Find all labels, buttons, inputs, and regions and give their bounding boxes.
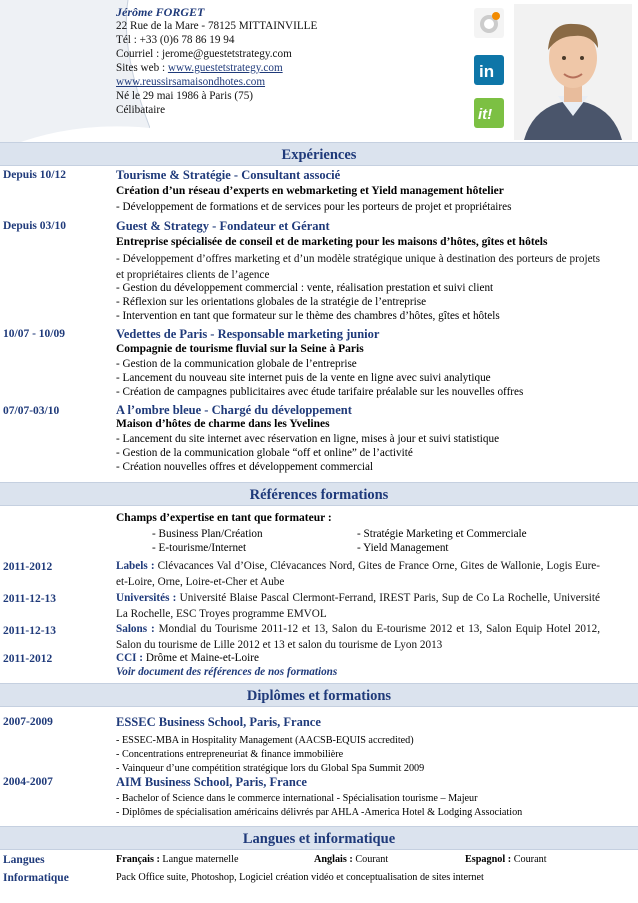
experience-line: - Développement d’offres marketing et d’un modèle stratégique unique à destination des porteurs de projets et propriétaires clients de l’agence	[116, 253, 600, 281]
references-section-title: Références formations	[249, 487, 389, 503]
experiences-section-band	[0, 142, 638, 166]
it-label: Informatique	[3, 872, 69, 884]
it-skills: Pack Office suite, Photoshop, Logiciel création vidéo et conceptualisation de sites internet	[116, 872, 484, 883]
experience-title: Tourisme & Stratégie - Consultant associé	[116, 168, 341, 182]
experience-date: Depuis 03/10	[3, 220, 66, 232]
language-name: Espagnol :	[465, 854, 514, 865]
language-name: Anglais :	[314, 854, 356, 865]
experience-date: 10/07 - 10/09	[3, 328, 65, 340]
reference-text	[116, 621, 600, 653]
experience-title: Vedettes de Paris - Responsable marketing junior	[116, 327, 380, 341]
experience-subtitle: Compagnie de tourisme fluvial sur la Seine à Paris	[116, 343, 364, 355]
expertise-item: - E-tourisme/Internet	[152, 542, 247, 554]
experience-line: - Gestion de la communication globale “off et online” de l’activité	[116, 447, 413, 459]
experience-title: A l’ombre bleue - Chargé du développement	[116, 403, 352, 417]
diploma-line: - Vainqueur d’une compétition stratégique lors du Global Spa Summit 2009	[116, 763, 425, 774]
experience-subtitle: Entreprise spécialisée de conseil et de marketing pour les maisons d’hôtes, gîtes et hôtels	[116, 236, 548, 248]
address: 22 Rue de la Mare - 78125 MITTAINVILLE	[116, 20, 318, 32]
language-item	[314, 854, 388, 865]
reference-date: 2011-2012	[3, 561, 53, 573]
experience-date: 07/07-03/10	[3, 405, 60, 417]
email: Courriel : jerome@guestetstrategy.com	[116, 48, 292, 60]
reference-date: 2011-2012	[3, 653, 53, 665]
reference-body: Université Blaise Pascal Clermont-Ferrand, IREST Paris, Sup de Co La Rochelle, Université La Rochelle, ESC Troyes programme EMVOL	[116, 592, 600, 620]
experience-date: Depuis 10/12	[3, 169, 66, 181]
reference-body: Mondial du Tourisme 2011-12 et 13, Salon du E-tourisme 2012 et 13, Salon Equip Hotel 2012, Salon du tourisme de Lille 2012 et 13 et salon du tourisme de Lyon 2013	[116, 623, 600, 651]
reference-label: Universités :	[116, 592, 180, 604]
reference-body: Drôme et Maine-et-Loire	[145, 652, 259, 664]
diplomas-section-title: Diplômes et formations	[246, 688, 392, 704]
diploma-line: - Concentrations entrepreneuriat & finance immobilière	[116, 749, 344, 760]
marital-status: Célibataire	[116, 104, 166, 116]
svg-text:in: in	[479, 62, 495, 81]
person-name: Jérôme FORGET	[116, 5, 205, 19]
experience-line: - Développement de formations et de services pour les porteurs de projet et propriétaires	[116, 201, 512, 213]
itcom-icon[interactable]	[474, 98, 504, 128]
diploma-line: - Diplômes de spécialisation américains délivrés par AHLA -America Hotel & Lodging Association	[116, 807, 523, 818]
language-item	[465, 854, 547, 865]
websites-label: Sites web :	[116, 62, 168, 74]
experience-subtitle: Création d’un réseau d’experts en webmarketing et Yield management hôtelier	[116, 185, 504, 197]
languages-label: Langues	[3, 854, 45, 866]
experience-line: - Lancement du site internet avec réservation en ligne, mises à jour et suivi statistique	[116, 433, 500, 445]
diploma-title: ESSEC Business School, Paris, France	[116, 715, 321, 729]
diploma-line: - Bachelor of Science dans le commerce international - Spécialisation tourisme – Majeur	[116, 793, 478, 804]
language-level: Courant	[513, 854, 547, 865]
reference-text	[116, 558, 600, 590]
experience-line: - Création de campagnes publicitaires avec étude tarifaire préalable sur les nouvelles offres	[116, 386, 524, 398]
references-document-link[interactable]: Voir document des références de nos formations	[116, 666, 338, 678]
linkedin-icon[interactable]	[474, 55, 504, 85]
languages-section-band	[0, 826, 638, 850]
diplomas-section-band	[0, 683, 638, 707]
experiences-section-title: Expériences	[281, 147, 357, 163]
reference-text	[116, 590, 600, 622]
website-link-1[interactable]: www.guestetstrategy.com	[167, 62, 283, 74]
expertise-item: - Business Plan/Création	[152, 528, 263, 540]
reference-date: 2011-12-13	[3, 625, 57, 637]
languages-section-title: Langues et informatique	[242, 831, 396, 847]
experience-subtitle: Maison d’hôtes de charme dans les Yvelines	[116, 418, 330, 430]
expertise-item: - Yield Management	[357, 542, 449, 554]
reference-body: Clévacances Val d’Oise, Clévacances Nord, Gites de France Orne, Gites de Wallonie, Logis Eure-et-Loire, Orne, Loire-et-Cher et Aube	[116, 560, 600, 588]
profile-photo	[514, 4, 632, 140]
experience-line: - Gestion du développement commercial : vente, réalisation prestation et suivi client	[116, 282, 494, 294]
language-name: Français :	[116, 854, 163, 865]
experience-title: Guest & Strategy - Fondateur et Gérant	[116, 219, 330, 233]
diploma-date: 2004-2007	[3, 776, 53, 788]
experience-line: - Réflexion sur les orientations globales de la stratégie de l’entreprise	[116, 296, 427, 308]
website-link-2[interactable]: www.reussirsamaisondhotes.com	[116, 76, 266, 88]
experience-line: - Lancement du nouveau site internet puis de la vente en ligne avec suivi analytique	[116, 372, 491, 384]
reference-label: Salons :	[116, 623, 159, 635]
diploma-line: - ESSEC-MBA in Hospitality Management (AACSB-EQUIS accredited)	[116, 735, 414, 746]
language-item	[116, 854, 239, 865]
reference-date: 2011-12-13	[3, 593, 57, 605]
experience-line: - Intervention en tant que formateur sur le thème des chambres d’hôtes, gîtes et hôtels	[116, 310, 500, 322]
experience-line: - Gestion de la communication globale de l’entreprise	[116, 358, 357, 370]
phone: Tél : +33 (0)6 78 86 19 94	[116, 34, 235, 46]
diploma-title: AIM Business School, Paris, France	[116, 775, 307, 789]
experience-line: - Création nouvelles offres et développement commercial	[116, 461, 374, 473]
google-talk-icon[interactable]	[474, 8, 504, 38]
reference-label: CCI :	[116, 652, 146, 664]
birth-info: Né le 29 mai 1986 à Paris (75)	[116, 90, 254, 102]
reference-text	[116, 651, 259, 665]
reference-label: Labels :	[116, 560, 158, 572]
language-level: Langue maternelle	[162, 854, 239, 865]
references-section-band	[0, 482, 638, 506]
websites-line	[116, 62, 283, 75]
diploma-date: 2007-2009	[3, 716, 53, 728]
expertise-item: - Stratégie Marketing et Commerciale	[357, 528, 527, 540]
expertise-title: Champs d’expertise en tant que formateur :	[116, 512, 332, 524]
svg-text:it!: it!	[478, 106, 493, 123]
language-level: Courant	[355, 854, 389, 865]
